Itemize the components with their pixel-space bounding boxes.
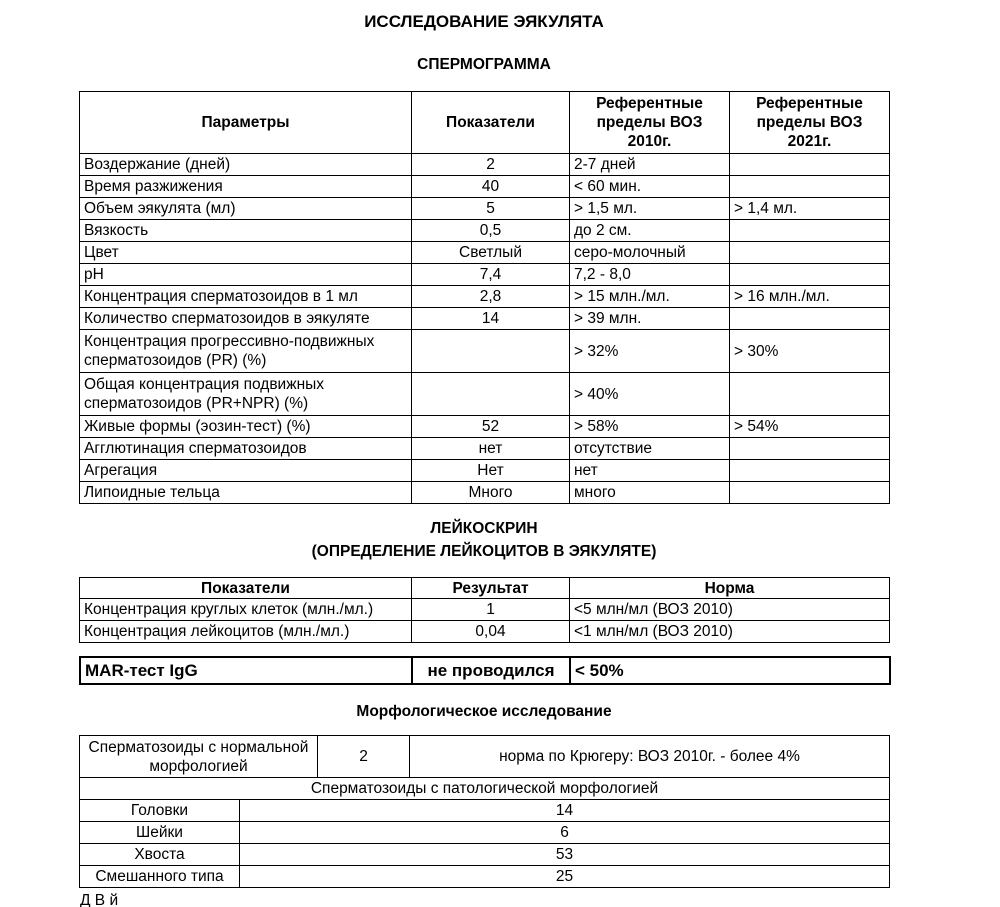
ref-2021-cell bbox=[730, 460, 890, 482]
ref-2010-cell: 2-7 дней bbox=[570, 154, 730, 176]
mar-test-row bbox=[80, 657, 890, 684]
table-row bbox=[80, 482, 890, 504]
value-cell: 14 bbox=[412, 308, 570, 330]
ref-2021-cell: > 54% bbox=[730, 416, 890, 438]
ref-2010-cell: нет bbox=[570, 460, 730, 482]
param-cell: Липоидные тельца bbox=[80, 482, 412, 504]
table-row bbox=[80, 242, 890, 264]
param-cell: Живые формы (эозин-тест) (%) bbox=[80, 416, 412, 438]
pathology-label: Смешанного типа bbox=[80, 866, 240, 888]
param-cell: Количество сперматозоидов в эякуляте bbox=[80, 308, 412, 330]
pathology-value: 53 bbox=[240, 844, 890, 866]
pathology-value: 25 bbox=[240, 866, 890, 888]
ref-2010-cell: серо-молочный bbox=[570, 242, 730, 264]
table-row bbox=[80, 264, 890, 286]
ref-2010-cell: > 39 млн. bbox=[570, 308, 730, 330]
pathology-label: Шейки bbox=[80, 822, 240, 844]
ref-2021-cell bbox=[730, 438, 890, 460]
footer-cut-text: Д В й bbox=[80, 892, 119, 907]
leuko-result: 1 bbox=[412, 599, 570, 621]
value-cell: Нет bbox=[412, 460, 570, 482]
leukoscreen-table bbox=[79, 577, 890, 643]
param-cell: Вязкость bbox=[80, 220, 412, 242]
value-cell: 7,4 bbox=[412, 264, 570, 286]
param-cell: Время разжижения bbox=[80, 176, 412, 198]
table-row bbox=[80, 438, 890, 460]
param-cell: Объем эякулята (мл) bbox=[80, 198, 412, 220]
ref-2010-cell: > 15 млн./мл. bbox=[570, 286, 730, 308]
param-cell: Агглютинация сперматозоидов bbox=[80, 438, 412, 460]
table-row bbox=[80, 844, 890, 866]
ref-2021-cell: > 30% bbox=[730, 330, 890, 373]
header-ref-2021: Референтные пределы ВОЗ 2021г. bbox=[730, 92, 890, 154]
value-cell: 2 bbox=[412, 154, 570, 176]
spermogram-table bbox=[79, 91, 890, 504]
spermogram-body bbox=[80, 154, 890, 504]
pathology-value: 6 bbox=[240, 822, 890, 844]
ref-2010-cell: отсутствие bbox=[570, 438, 730, 460]
leukoscreen-header-row bbox=[80, 578, 890, 599]
normal-morphology-norm: норма по Крюгеру: ВОЗ 2010г. - более 4% bbox=[410, 736, 890, 778]
table-row bbox=[80, 198, 890, 220]
pathology-header: Сперматозоиды с патологической морфологией bbox=[80, 778, 890, 800]
ref-2021-cell bbox=[730, 154, 890, 176]
normal-morphology-value: 2 bbox=[318, 736, 410, 778]
spermogram-title: СПЕРМОГРАММА bbox=[417, 56, 551, 73]
ref-2010-cell: до 2 см. bbox=[570, 220, 730, 242]
pathology-label: Головки bbox=[80, 800, 240, 822]
value-cell: 2,8 bbox=[412, 286, 570, 308]
ref-2010-cell: > 40% bbox=[570, 373, 730, 416]
ref-2010-cell: 7,2 - 8,0 bbox=[570, 264, 730, 286]
table-row bbox=[80, 286, 890, 308]
ref-2021-cell bbox=[730, 242, 890, 264]
param-cell: Общая концентрация подвижных сперматозоидов (PR+NPR) (%) bbox=[80, 373, 412, 416]
table-row bbox=[80, 176, 890, 198]
leuko-result: 0,04 bbox=[412, 621, 570, 643]
table-row bbox=[80, 599, 890, 621]
leuko-norm: <5 млн/мл (ВОЗ 2010) bbox=[570, 599, 890, 621]
leukoscreen-title: ЛЕЙКОСКРИН bbox=[430, 520, 538, 537]
ref-2010-cell: > 58% bbox=[570, 416, 730, 438]
morphology-title: Морфологическое исследование bbox=[356, 703, 612, 720]
morphology-table bbox=[79, 735, 890, 888]
mar-test-label: MAR-тест IgG bbox=[80, 657, 412, 684]
ref-2010-cell: > 32% bbox=[570, 330, 730, 373]
value-cell bbox=[412, 330, 570, 373]
pathology-value: 14 bbox=[240, 800, 890, 822]
table-row bbox=[80, 416, 890, 438]
leukoscreen-subtitle: (ОПРЕДЕЛЕНИЕ ЛЕЙКОЦИТОВ В ЭЯКУЛЯТЕ) bbox=[311, 543, 657, 560]
header-params: Параметры bbox=[80, 92, 412, 154]
leuko-header-params: Показатели bbox=[80, 578, 412, 599]
ref-2021-cell bbox=[730, 482, 890, 504]
header-values: Показатели bbox=[412, 92, 570, 154]
value-cell bbox=[412, 373, 570, 416]
table-row bbox=[80, 822, 890, 844]
param-cell: Агрегация bbox=[80, 460, 412, 482]
table-row bbox=[80, 154, 890, 176]
table-row bbox=[80, 460, 890, 482]
value-cell: Светлый bbox=[412, 242, 570, 264]
table-row bbox=[80, 330, 890, 373]
value-cell: нет bbox=[412, 438, 570, 460]
table-row bbox=[80, 866, 890, 888]
param-cell: Цвет bbox=[80, 242, 412, 264]
param-cell: Воздержание (дней) bbox=[80, 154, 412, 176]
value-cell: 40 bbox=[412, 176, 570, 198]
value-cell: 52 bbox=[412, 416, 570, 438]
ref-2021-cell bbox=[730, 373, 890, 416]
ref-2021-cell: > 1,4 мл. bbox=[730, 198, 890, 220]
ref-2021-cell bbox=[730, 176, 890, 198]
leuko-header-norm: Норма bbox=[570, 578, 890, 599]
param-cell: Концентрация сперматозоидов в 1 мл bbox=[80, 286, 412, 308]
leuko-param: Концентрация лейкоцитов (млн./мл.) bbox=[80, 621, 412, 643]
ref-2021-cell bbox=[730, 308, 890, 330]
param-cell: pH bbox=[80, 264, 412, 286]
table-row bbox=[80, 220, 890, 242]
mar-test-result: не проводился bbox=[412, 657, 570, 684]
pathology-header-row bbox=[80, 778, 890, 800]
leuko-param: Концентрация круглых клеток (млн./мл.) bbox=[80, 599, 412, 621]
value-cell: 0,5 bbox=[412, 220, 570, 242]
value-cell: 5 bbox=[412, 198, 570, 220]
pathology-label: Хвоста bbox=[80, 844, 240, 866]
spermogram-header-row bbox=[80, 92, 890, 154]
value-cell: Много bbox=[412, 482, 570, 504]
ref-2021-cell bbox=[730, 264, 890, 286]
table-row bbox=[80, 308, 890, 330]
normal-morphology-label: Сперматозоиды с нормальной морфологией bbox=[80, 736, 318, 778]
leuko-norm: <1 млн/мл (ВОЗ 2010) bbox=[570, 621, 890, 643]
ref-2021-cell: > 16 млн./мл. bbox=[730, 286, 890, 308]
normal-morphology-row bbox=[80, 736, 890, 778]
header-ref-2010: Референтные пределы ВОЗ 2010г. bbox=[570, 92, 730, 154]
ref-2010-cell: < 60 мин. bbox=[570, 176, 730, 198]
ref-2010-cell: много bbox=[570, 482, 730, 504]
ref-2021-cell bbox=[730, 220, 890, 242]
table-row bbox=[80, 373, 890, 416]
ref-2010-cell: > 1,5 мл. bbox=[570, 198, 730, 220]
document-title: ИССЛЕДОВАНИЕ ЭЯКУЛЯТА bbox=[364, 12, 604, 31]
mar-test-norm: < 50% bbox=[570, 657, 890, 684]
table-row bbox=[80, 621, 890, 643]
param-cell: Концентрация прогрессивно-подвижных сперматозоидов (PR) (%) bbox=[80, 330, 412, 373]
table-row bbox=[80, 800, 890, 822]
mar-test-table bbox=[79, 656, 891, 685]
leuko-header-result: Результат bbox=[412, 578, 570, 599]
